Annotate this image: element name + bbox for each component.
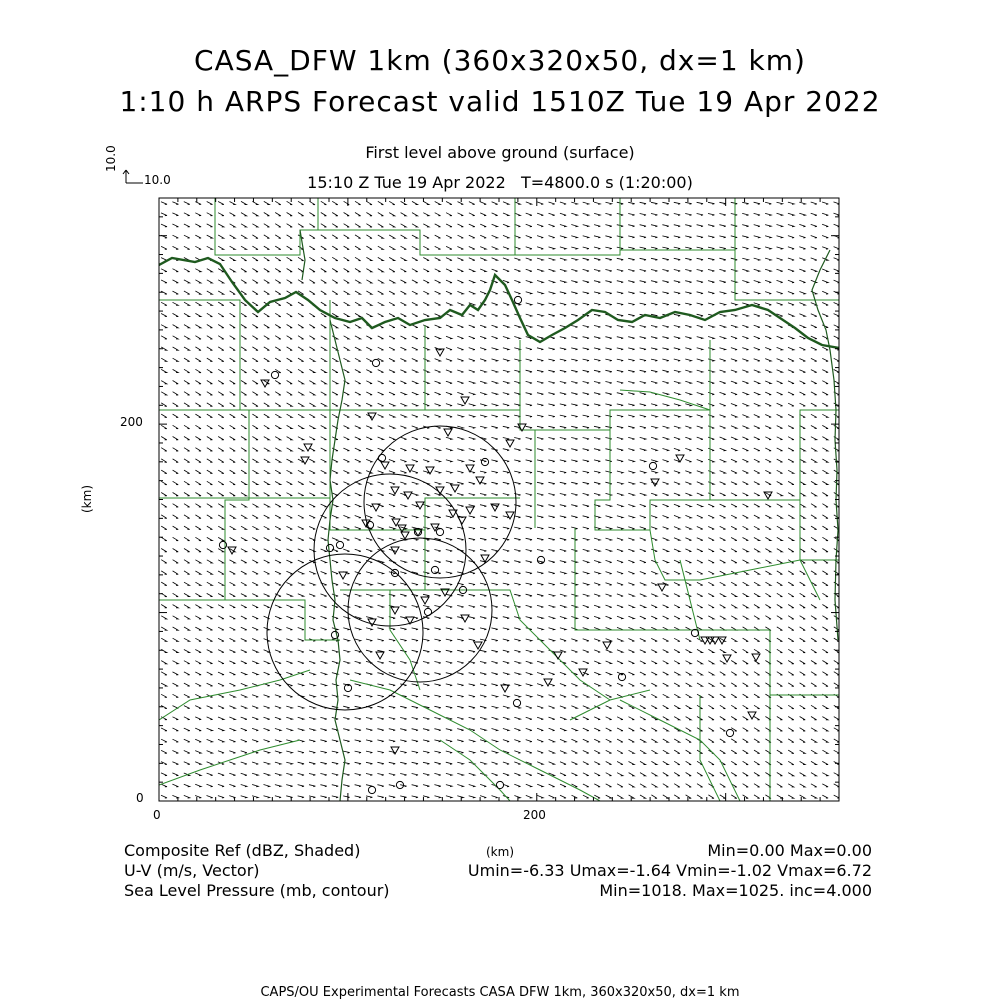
title-line-2: 1:10 h ARPS Forecast valid 1510Z Tue 19 Apr 2022 bbox=[119, 85, 881, 118]
ref-vector-horizontal-label: 10.0 bbox=[144, 173, 171, 187]
x-tick-0: 0 bbox=[153, 808, 161, 822]
legend-field1-stats: Min=0.00 Max=0.00 bbox=[707, 841, 872, 860]
time-subtitle: 15:10 Z Tue 19 Apr 2022 T=4800.0 s (1:20:00) bbox=[307, 173, 693, 192]
legend-center-label: (km) bbox=[486, 845, 515, 859]
level-subtitle: First level above ground (surface) bbox=[365, 143, 635, 162]
legend-field3-stats: Min=1018. Max=1025. inc=4.000 bbox=[599, 881, 872, 900]
reference-vector bbox=[123, 170, 143, 183]
legend-field2-stats: Umin=-6.33 Umax=-1.64 Vmin=-1.02 Vmax=6.72 bbox=[467, 861, 872, 880]
title-line-1: CASA_DFW 1km (360x320x50, dx=1 km) bbox=[194, 44, 806, 77]
y-tick-0: 0 bbox=[136, 791, 144, 805]
legend-field1-name: Composite Ref (dBZ, Shaded) bbox=[124, 841, 361, 860]
y-tick-200: 200 bbox=[120, 415, 143, 429]
ref-vector-vertical-label: 10.0 bbox=[104, 145, 118, 172]
legend-field2-name: U-V (m/s, Vector) bbox=[124, 861, 260, 880]
legend-field3-name: Sea Level Pressure (mb, contour) bbox=[124, 881, 390, 900]
x-tick-200: 200 bbox=[523, 808, 546, 822]
footer-credit: CAPS/OU Experimental Forecasts CASA DFW 1km, 360x320x50, dx=1 km bbox=[260, 985, 740, 1000]
y-axis-label: (km) bbox=[80, 484, 94, 513]
